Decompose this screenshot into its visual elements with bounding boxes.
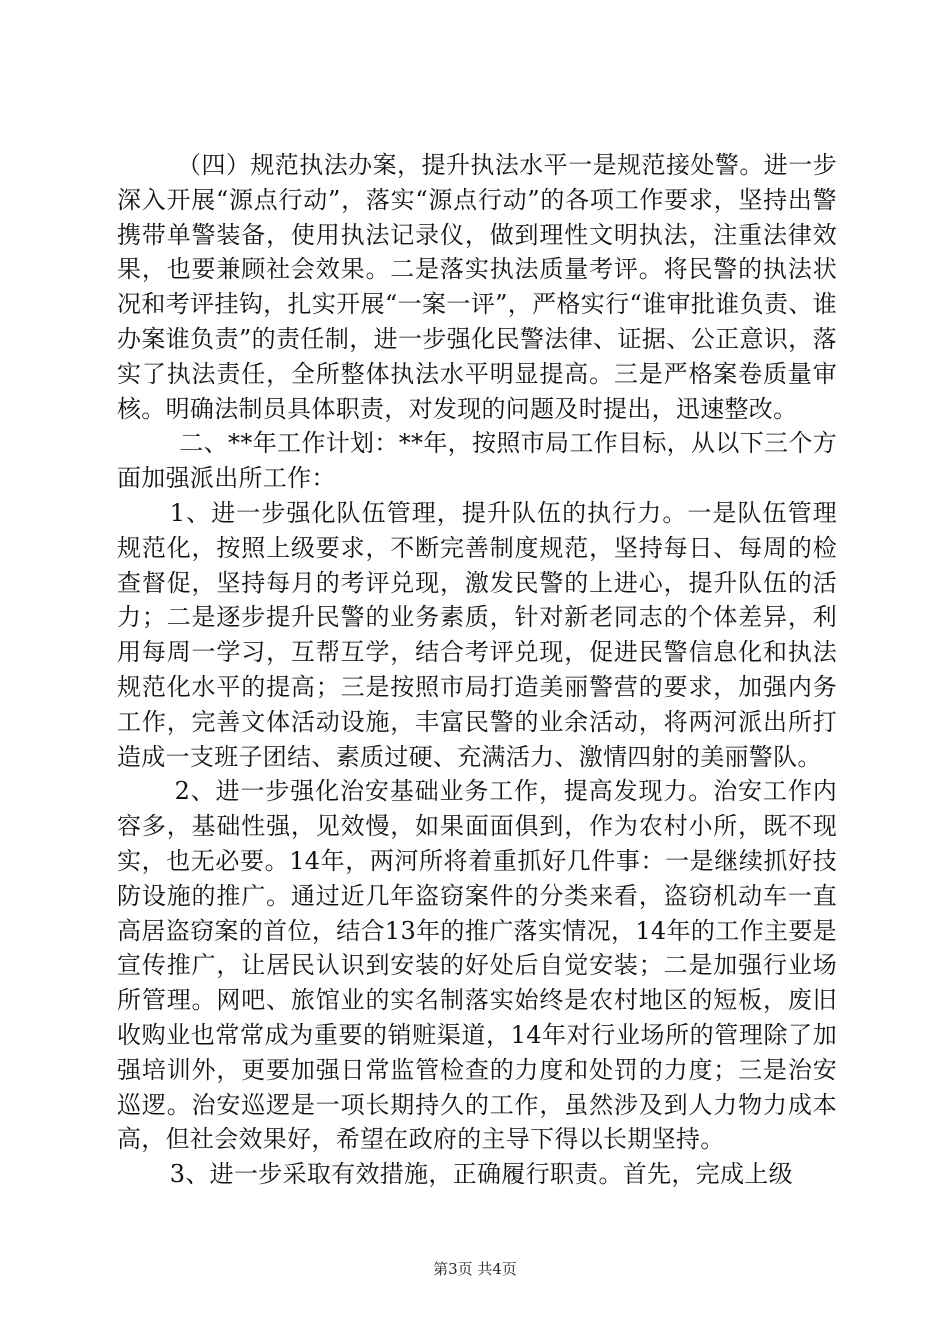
document-body (117, 148, 837, 1192)
paragraph-plan-item-1: 1、进一步强化队伍管理，提升队伍的执行力。一是队伍管理规范化，按照上级要求，不断完善制度规范，坚持每日、每周的检查督促，坚持每月的考评兑现，激发民警的上进心，提升队伍的活力；二是逐步提升民警的业务素质，针对新老同志的个体差异，利用每周一学习，互帮互学，结合考评兑现，促进民警信息化和执法规范化水平的提高；三是按照市局打造美丽警营的要求，加强内务工作，完善文体活动设施，丰富民警的业余活动，将两河派出所打造成一支班子团结、素质过硬、充满活力、激情四射的美丽警队。 (117, 498, 837, 771)
paragraph-plan-item-2: 2、进一步强化治安基础业务工作，提高发现力。治安工作内容多，基础性强，见效慢，如果面面俱到，作为农村小所，既不现实，也无必要。14年，两河所将着重抓好几件事：一是继续抓好技防设施的推广。通过近几年盗窃案件的分类来看，盗窃机动车一直高居盗窃案的首位，结合13年的推广落实情况，14年的工作主要是宣传推广，让居民认识到安装的好处后自觉安装；二是加强行业场所管理。网吧、旅馆业的实名制落实始终是农村地区的短板，废旧收购业也常常成为重要的销赃渠道，14年对行业场所的管理除了加强培训外，更要加强日常监管检查的力度和处罚的力度；三是治安巡逻。治安巡逻是一项长期持久的工作，虽然涉及到人力物力成本高，但社会效果好，希望在政府的主导下得以长期坚持。 (117, 777, 837, 1154)
page-number-label: 第3页 共4页 (433, 1260, 517, 1278)
page-footer (0, 1258, 950, 1279)
paragraph-section-four: （四）规范执法办案，提升执法水平一是规范接处警。进一步深入开展“源点行动”，落实“源点行动”的各项工作要求，坚持出警携带单警装备，使用执法记录仪，做到理性文明执法，注重法律效果，也要兼顾社会效果。二是落实执法质量考评。将民警的执法状况和考评挂钩，扎实开展“一案一评”，严格实行“谁审批谁负责、谁办案谁负责”的责任制，进一步强化民警法律、证据、公正意识，落实了执法责任，全所整体执法水平明显提高。三是严格案卷质量审核。明确法制员具体职责，对发现的问题及时提出，迅速整改。 (117, 151, 837, 423)
paragraph-work-plan-intro: 二、**年工作计划：**年，按照市局工作目标，从以下三个方面加强派出所工作： (117, 429, 837, 493)
paragraph-plan-item-3: 3、进一步采取有效措施，正确履行职责。首先，完成上级 (169, 1160, 793, 1189)
